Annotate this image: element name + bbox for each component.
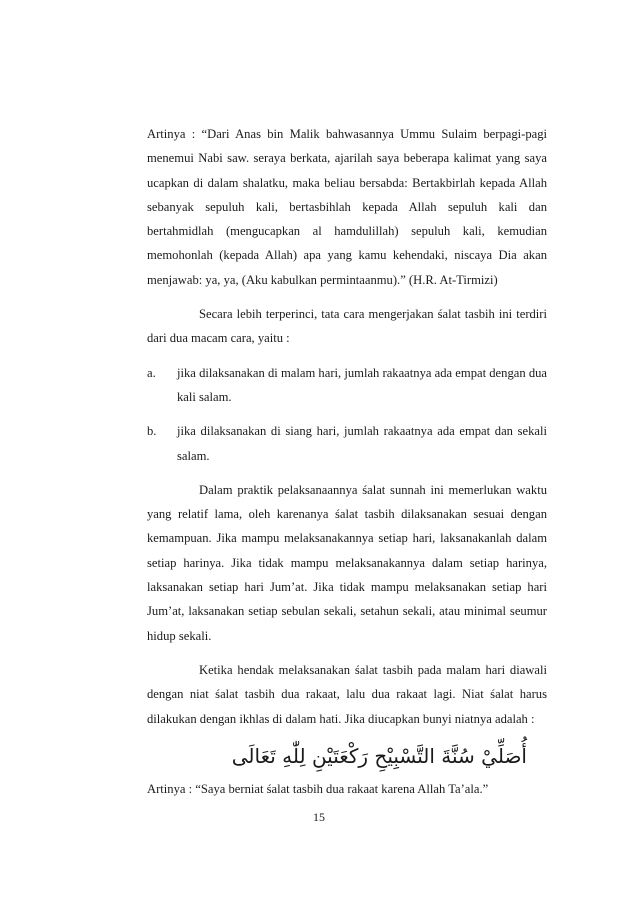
page-body bbox=[147, 122, 547, 811]
hadith-translation-paragraph: Artinya : “Dari Anas bin Malik bahwasannya Ummu Sulaim berpagi-pagi menemui Nabi saw. seraya berkata, ajarilah saya beberapa kalimat yang saya ucapkan di dalam shalatku, maka beliau bersabda: Bertakbirlah kepada Allah sebanyak sepuluh kali, bertasbihlah kepada Allah sepuluh kali dan bertahmidlah (mengucapkan al hamdulillah) sepuluh kali, kemudian memohonlah (kepada Allah) apa yang kamu kehendaki, niscaya Dia akan menjawab: ya, ya, (Aku kabulkan permintaanmu).” (H.R. At-Tirmizi) bbox=[147, 127, 547, 287]
arabic-intention-text: أُصَلِّيْ سُنَّةَ التَّسْبِيْحِ رَكْعَتَيْنِ لِلّٰهِ تَعَالَى bbox=[231, 743, 527, 768]
list-marker-a: a. bbox=[147, 365, 156, 380]
list-item-b bbox=[147, 419, 547, 468]
practice-paragraph: Dalam praktik pelaksanaannya śalat sunnah ini memerlukan waktu yang relatif lama, oleh karenanya śalat tasbih dilaksanakan sesuai dengan kemampuan. Jika mampu melaksanakannya setiap hari, laksanakanlah dalam setiap harinya. Jika tidak mampu melaksanakannya dalam setiap harinya, laksanakan setiap hari Jum’at. Jika tidak mampu melaksanakan setiap hari Jum’at, laksanakan setiap sebulan sekali, setahun sekali, atau minimal seumur hidup sekali. bbox=[147, 482, 547, 643]
intention-intro-paragraph: Ketika hendak melaksanakan śalat tasbih pada malam hari diawali dengan niat śalat tasbih dua rakaat, lalu dua rakaat lagi. Niat śalat harus dilakukan dengan ikhlas di dalam hati. Jika diucapkan bunyi niatnya adalah : bbox=[147, 662, 547, 726]
intro-ways-paragraph: Secara lebih terperinci, tata cara mengerjakan śalat tasbih ini terdiri dari dua macam cara, yaitu : bbox=[147, 307, 547, 346]
list-text-b: jika dilaksanakan di siang hari, jumlah rakaatnya ada empat dan sekali salam. bbox=[177, 424, 547, 463]
list-item-a bbox=[147, 361, 547, 410]
list-text-a: jika dilaksanakan di malam hari, jumlah rakaatnya ada empat dengan dua kali salam. bbox=[177, 365, 547, 404]
page-number: 15 bbox=[313, 810, 325, 824]
list-marker-b: b. bbox=[147, 424, 157, 439]
intention-translation-paragraph: Artinya : “Saya berniat śalat tasbih dua rakaat karena Allah Ta’ala.” bbox=[147, 781, 489, 796]
